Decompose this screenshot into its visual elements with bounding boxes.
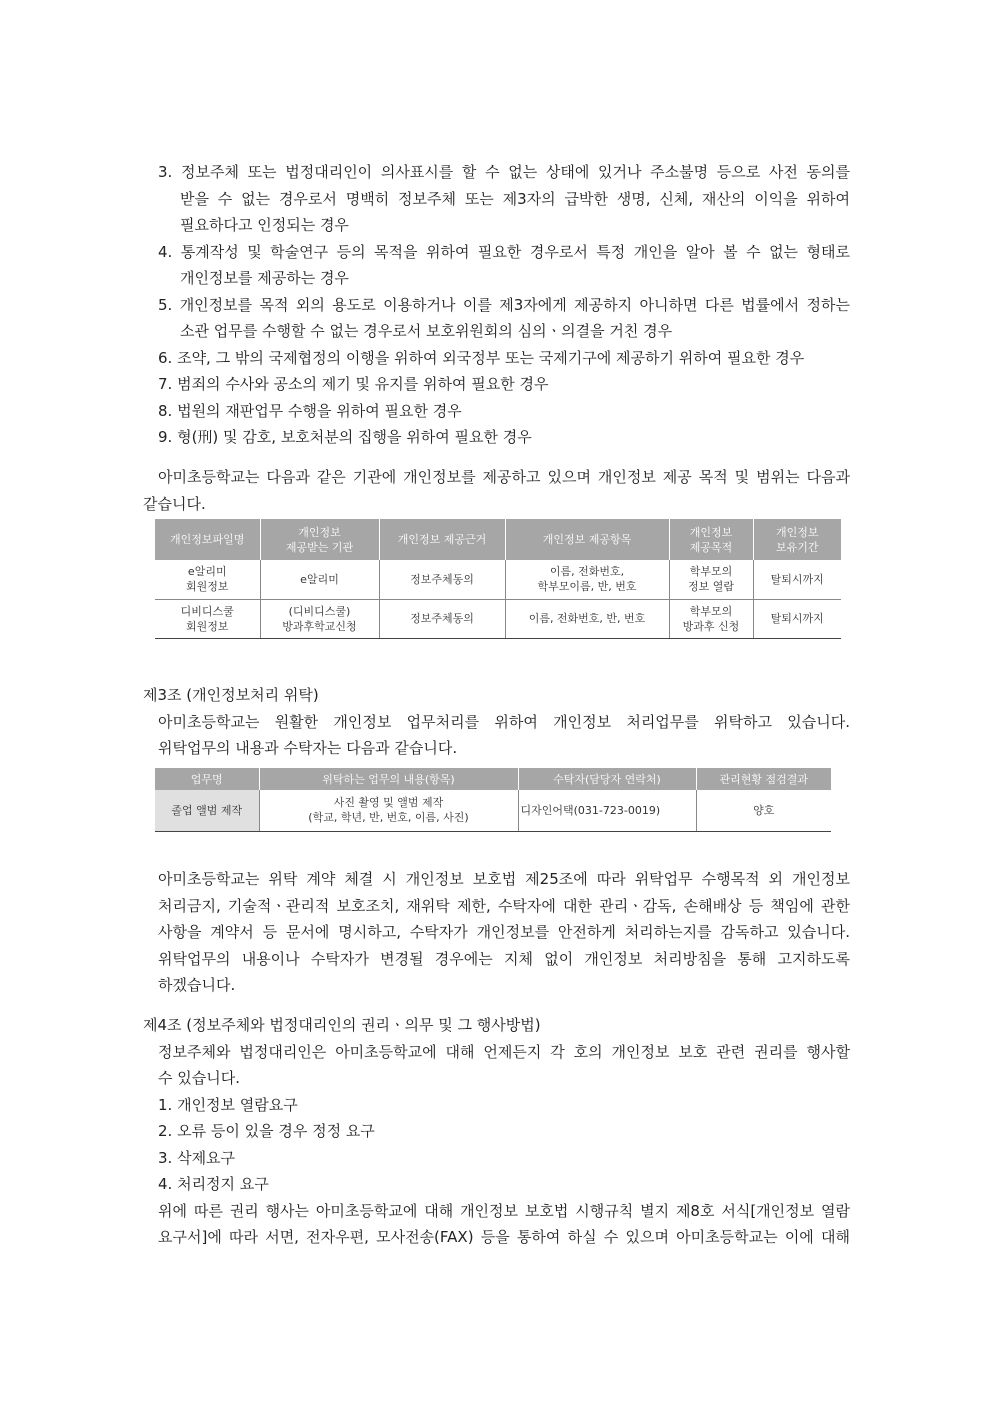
list-line: 소관 업무를 수행할 수 없는 경우로서 보호위원회의 심의ㆍ의결을 거친 경우 (180, 322, 673, 340)
table-row (155, 560, 841, 599)
entrust-table (155, 768, 831, 832)
table-cell: (디비디스쿨) 방과후학교신청 (260, 599, 379, 638)
list-item: 4. 처리정지 요구 (158, 1175, 269, 1193)
table-cell: e알리미 (260, 560, 379, 599)
list-line: 5. 개인정보를 목적 외의 용도로 이용하거나 이를 제3자에게 제공하지 아니하면 다른 법률에서 정하는 (158, 295, 850, 314)
provision-intro (143, 464, 850, 517)
table-cell: 사진 촬영 및 앨범 제작 (학교, 학년, 반, 번호, 이름, 사진) (259, 790, 518, 831)
paragraph-line: 사항을 계약서 등 문서에 명시하고, 수탁자가 개인정보를 안전하게 처리하는지를 감독하고 있습니다. (158, 923, 850, 941)
list-line: 개인정보를 제공하는 경우 (180, 269, 349, 287)
list-line: 필요하다고 인정되는 경우 (180, 216, 349, 234)
table-header-cell: 위탁하는 업무의 내용(항목) (259, 768, 518, 790)
paragraph-line: 요구서]에 따라 서면, 전자우편, 모사전송(FAX) 등을 통하여 하실 수 있으며 아미초등학교는 이에 대해 (158, 1228, 850, 1246)
paragraph-line: 수 있습니다. (158, 1069, 240, 1087)
table-header-cell: 개인정보파일명 (155, 519, 260, 560)
table-cell: 양호 (696, 790, 831, 831)
table-cell: 정보주체동의 (379, 599, 505, 638)
table-header-row (155, 768, 831, 790)
table-cell: 이름, 전화번호, 학부모이름, 반, 번호 (505, 560, 669, 599)
list-item: 1. 개인정보 열람요구 (158, 1095, 298, 1114)
table-cell: 졸업 앨범 제작 (155, 790, 259, 831)
paragraph-line: 위에 따른 권리 행사는 아미초등학교에 대해 개인정보 보호법 시행규칙 별지 제8호 서식[개인정보 열람 (158, 1201, 850, 1220)
paragraph-line: 아미초등학교는 원활한 개인정보 업무처리를 위하여 개인정보 처리업무를 위탁하고 있습니다. (158, 712, 850, 731)
table-row (155, 790, 831, 831)
list-line: 6. 조약, 그 밖의 국제협정의 이행을 위하여 외국정부 또는 국제기구에 제공하기 위하여 필요한 경우 (158, 348, 805, 367)
table-header-cell: 개인정보 제공받는 기관 (260, 519, 379, 560)
paragraph-line: 위탁업무의 내용과 수탁자는 다음과 같습니다. (158, 739, 458, 757)
article-heading: 제4조 (정보주체와 법정대리인의 권리ㆍ의무 및 그 행사방법) (143, 1016, 541, 1034)
article-heading: 제3조 (개인정보처리 위탁) (143, 686, 319, 704)
table-cell: e알리미 회원정보 (155, 560, 260, 599)
list-line: 9. 형(刑) 및 감호, 보호처분의 집행을 위하여 필요한 경우 (158, 428, 532, 446)
table-header-cell: 업무명 (155, 768, 259, 790)
table-cell: 디비디스쿨 회원정보 (155, 599, 260, 638)
table-cell: 학부모의 방과후 신청 (669, 599, 753, 638)
paragraph-line: 위탁업무의 내용이나 수탁자가 변경될 경우에는 지체 없이 개인정보 처리방침을 통해 고지하도록 (158, 949, 850, 968)
table-cell: 정보주체동의 (379, 560, 505, 599)
paragraph-line: 처리금지, 기술적ㆍ관리적 보호조치, 재위탁 제한, 수탁자에 대한 관리ㆍ감독, 손해배상 등 책임에 관한 (158, 896, 850, 915)
paragraph-line: 아미초등학교는 다음과 같은 기관에 개인정보를 제공하고 있으며 개인정보 제공 목적 및 범위는 다음과 (158, 468, 850, 486)
table-header-cell: 개인정보 제공항목 (505, 519, 669, 560)
table-cell: 탈퇴시까지 (753, 560, 841, 599)
table-header-cell: 개인정보 보유기간 (753, 519, 841, 560)
table-header-cell: 개인정보 제공근거 (379, 519, 505, 560)
entrust-paragraph (158, 866, 850, 999)
table-cell: 디자인어택(031-723-0019) (518, 790, 696, 831)
table-header-row (155, 519, 841, 560)
table-cell: 이름, 전화번호, 반, 번호 (505, 599, 669, 638)
paragraph-line: 정보주체와 법정대리인은 아미초등학교에 대해 언제든지 각 호의 개인정보 보호 관련 권리를 행사할 (158, 1042, 850, 1061)
table-header-cell: 관리현황 점검결과 (696, 768, 831, 790)
list-line: 3. 정보주체 또는 법정대리인이 의사표시를 할 수 없는 상태에 있거나 주소불명 등으로 사전 동의를 (158, 163, 850, 181)
paragraph-line: 하겠습니다. (158, 976, 236, 994)
table-header-cell: 수탁자(담당자 연락처) (518, 768, 696, 790)
list-item: 2. 오류 등이 있을 경우 정정 요구 (158, 1122, 375, 1140)
list-item: 3. 삭제요구 (158, 1148, 236, 1167)
paragraph-line: 아미초등학교는 위탁 계약 체결 시 개인정보 보호법 제25조에 따라 위탁업무 수행목적 외 개인정보 (158, 870, 850, 888)
list-line: 4. 통계작성 및 학술연구 등의 목적을 위하여 필요한 경우로서 특정 개인을 알아 볼 수 없는 형태로 (158, 242, 850, 261)
list-items-a (158, 159, 850, 451)
table-row (155, 599, 841, 638)
table-cell: 학부모의 정보 열람 (669, 560, 753, 599)
list-line: 받을 수 없는 경우로서 명백히 정보주체 또는 제3자의 급박한 생명, 신체, 재산의 이익을 위하여 (180, 189, 850, 208)
article-4 (143, 1012, 850, 1251)
table-cell: 탈퇴시까지 (753, 599, 841, 638)
list-line: 8. 법원의 재판업무 수행을 위하여 필요한 경우 (158, 401, 462, 420)
provision-table (155, 519, 841, 639)
paragraph-line: 같습니다. (143, 494, 206, 513)
article-3 (143, 682, 850, 762)
table-header-cell: 개인정보 제공목적 (669, 519, 753, 560)
list-line: 7. 범죄의 수사와 공소의 제기 및 유지를 위하여 필요한 경우 (158, 375, 549, 393)
